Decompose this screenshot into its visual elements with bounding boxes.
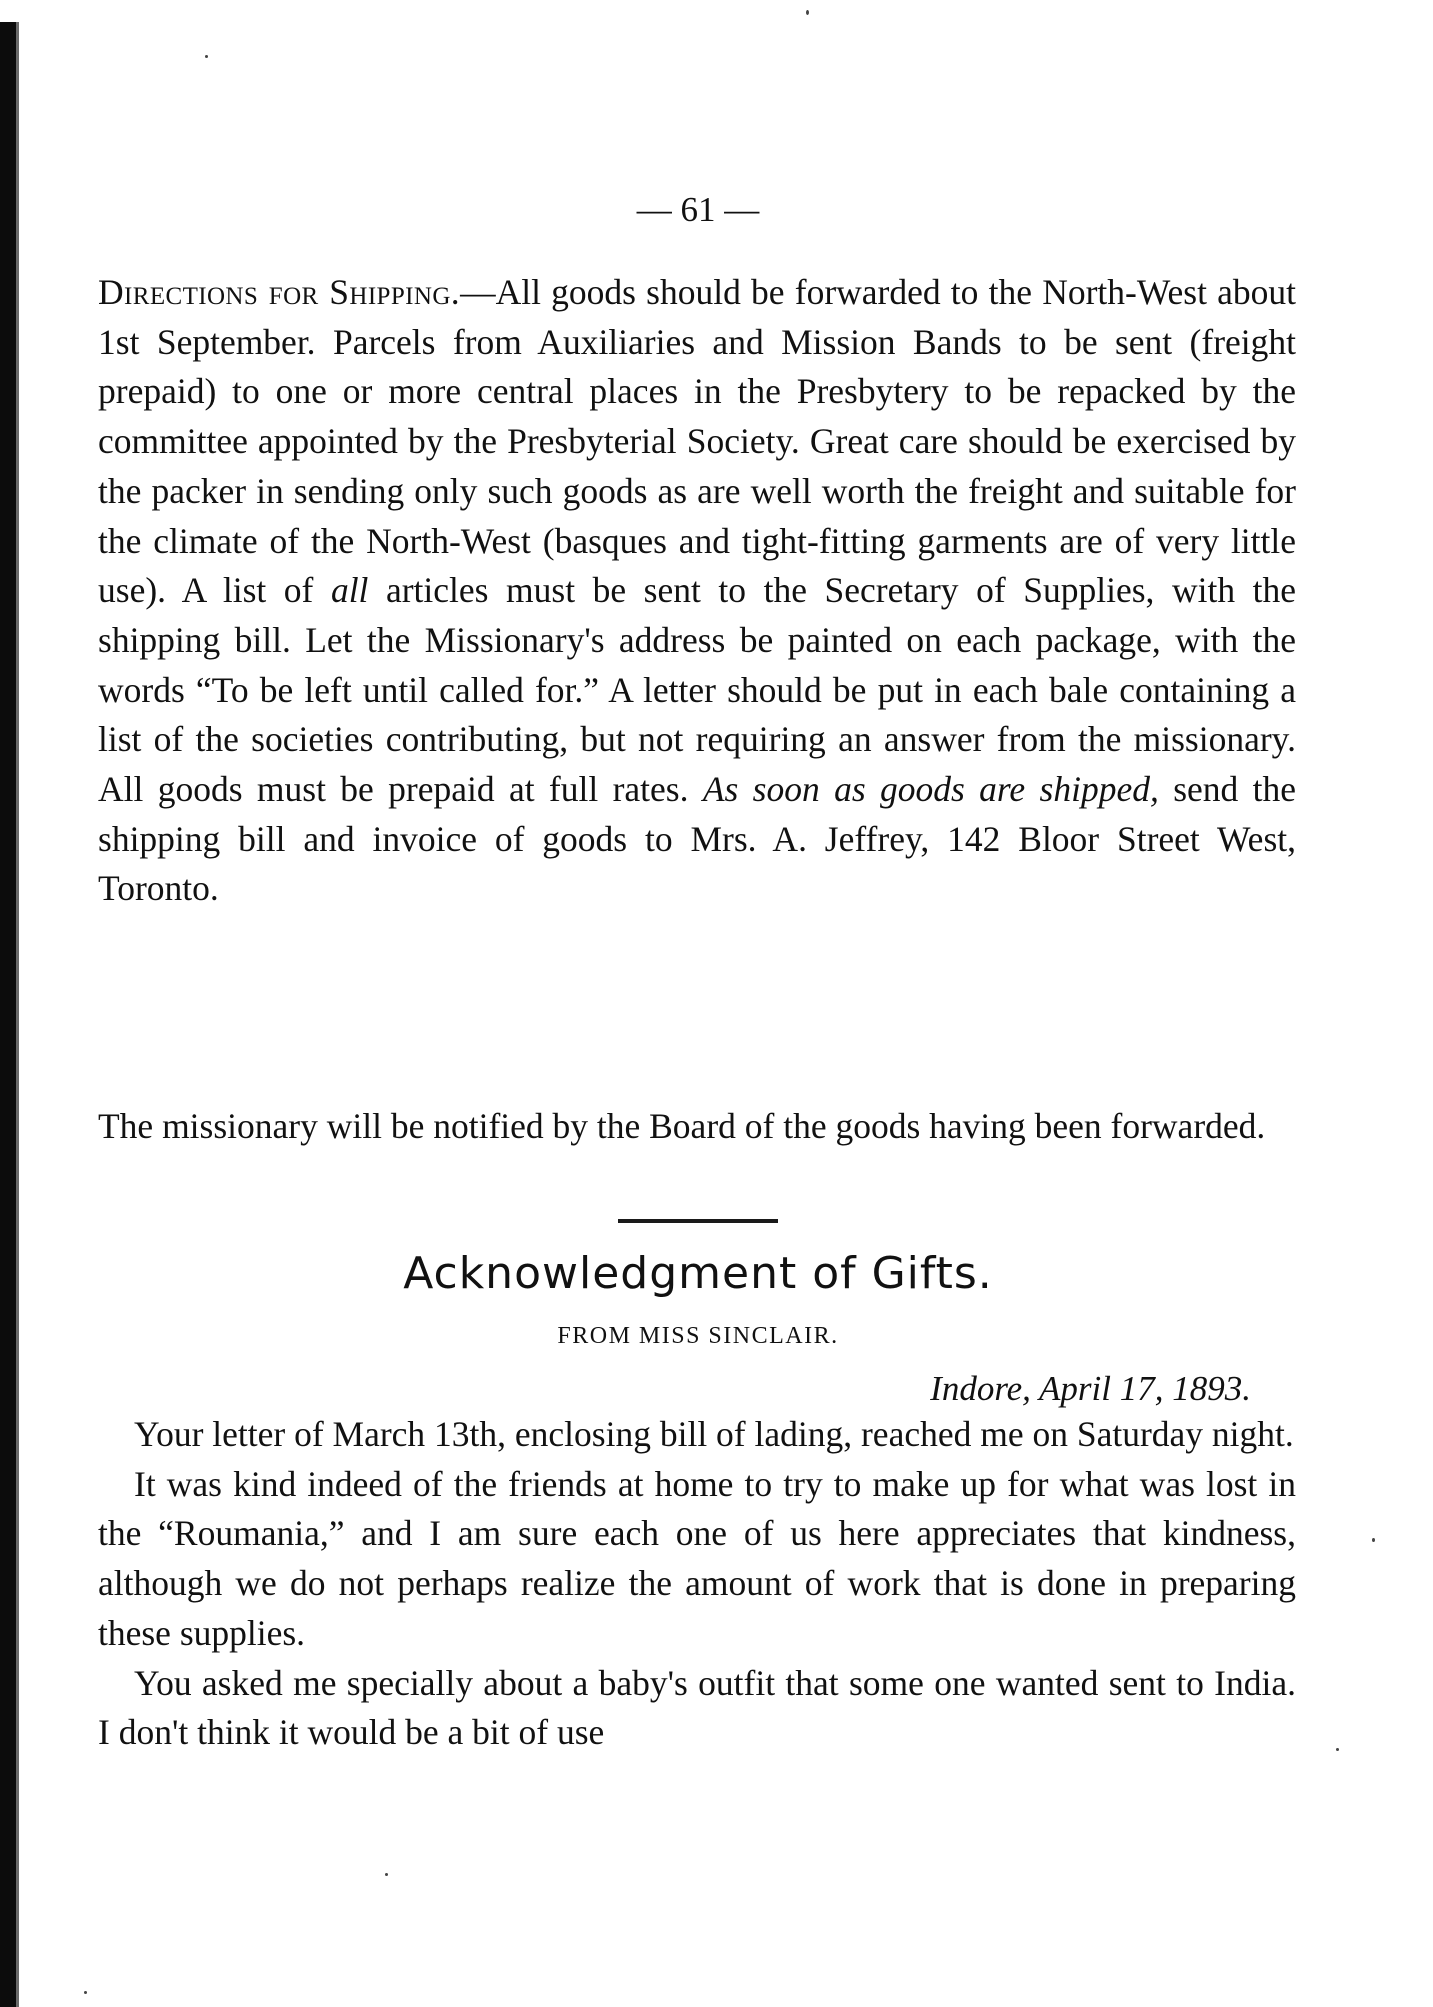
letter-dateline: Indore, April 17, 1893. [930,1369,1251,1408]
section-heading: Acknowledgment of Gifts. [403,1248,993,1299]
shipping-directions-paragraph [98,268,1296,914]
book-page [98,0,1298,2007]
binding-edge [0,22,16,2007]
shipping-emphasis: all [330,570,369,611]
shipping-italic-notice: As soon as goods are shipped, [702,769,1159,810]
letter-body [98,1410,1296,1758]
page-number: — 61 — [636,190,760,229]
notification-paragraph: The missionary will be notified by the Board of the goods having been forwarded. [98,1106,1266,1146]
letter-paragraph: Your letter of March 13th, enclosing bill of lading, reached me on Saturday night. [134,1414,1294,1454]
shipping-lead-heading: Directions for Shipping. [98,272,461,312]
section-divider [618,1219,778,1223]
shipping-text-3: send the shipping bill and invoice of goods to Mrs. A. Jeffrey, 142 Bloor Street West, Toronto. [98,769,1296,909]
letter-paragraph: You asked me specially about a baby's outfit that some one wanted sent to India. I don't think it would be a bit of use [98,1662,1296,1753]
shipping-text-1: —All goods should be forwarded to the North-West about 1st September. Parcels from Auxiliaries and Mission Bands to be sent (freight prepaid) to one or more central places in the Presbytery to be repacked by the committee appointed by the Presbyterial Society. Great care should be exercised by the packer in sending only such goods as are well worth the freight and suitable for the climate of the North-West (basques and tight-fitting garments are of very little use). A list of [98,272,1297,611]
shipping-text-2: articles must be sent to the Secretary of Supplies, with the shipping bill. Let the Missionary's address be painted on each package, with the words “To be left until called for.” A letter should be put in each bale containing a list of the societies contributing, but not requiring an answer from the missionary. All goods must be prepaid at full rates. [98,570,1296,810]
letter-source: FROM MISS SINCLAIR. [557,1323,839,1349]
letter-paragraph: It was kind indeed of the friends at home to try to make up for what was lost in the “Roumania,” and I am sure each one of us here appreciates that kindness, although we do not perhaps realize the amount of work that is done in preparing these supplies. [98,1463,1296,1653]
